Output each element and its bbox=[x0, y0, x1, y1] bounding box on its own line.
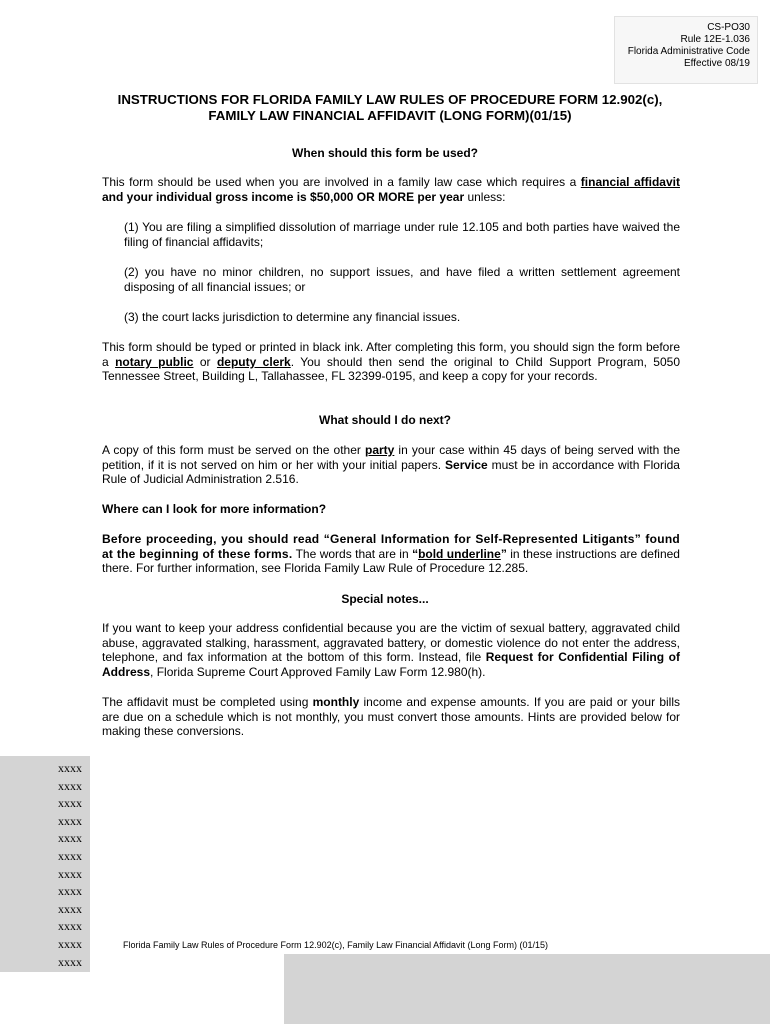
redacted-item: xxxx bbox=[58, 831, 82, 846]
form-id-box bbox=[614, 16, 758, 84]
form-code: CS-PO30 bbox=[707, 22, 750, 33]
admin-code: Florida Administrative Code bbox=[627, 46, 750, 57]
service-paragraph bbox=[102, 443, 680, 487]
exception-item-1: (1) You are filing a simplified dissolution of marriage under rule 12.105 and both parties have waived the filing of financial affidavits; bbox=[124, 220, 680, 249]
info-paragraph bbox=[102, 532, 680, 576]
request-confidential-filing: Request for Confidential Filing of Address bbox=[102, 650, 680, 679]
or-text: or bbox=[193, 354, 217, 369]
document-title bbox=[70, 92, 710, 123]
intro-text: This form should be used when you are involved in a family law case which requires a bbox=[102, 175, 581, 189]
income-threshold: and your individual gross income is $50,000 OR MORE per year bbox=[102, 189, 465, 204]
signing-paragraph bbox=[102, 340, 680, 384]
intro-paragraph bbox=[102, 175, 680, 204]
service-text-a: A copy of this form must be served on the other bbox=[102, 443, 365, 457]
notary-public-term: notary public bbox=[115, 354, 194, 369]
monthly-text-a: The affidavit must be completed using bbox=[102, 695, 313, 709]
section-heading-when: When should this form be used? bbox=[292, 146, 478, 160]
rule-number: Rule 12E-1.036 bbox=[680, 34, 750, 45]
mailing-text: . You should then send the original to Child Support Program, 5050 Tennessee Street, Building L, Tallahassee, FL 32399-0195, and keep a copy for your records. bbox=[102, 354, 680, 384]
service-text-b: in your case within 45 days of being served with the petition, if it is not served on him or her with your initial papers. bbox=[102, 443, 680, 472]
exception-item-2: (2) you have no minor children, no support issues, and have filed a written settlement agreement disposing of all financial issues; or bbox=[124, 265, 680, 294]
exception-item-3: (3) the court lacks jurisdiction to determine any financial issues. bbox=[124, 310, 461, 324]
redacted-item: xxxx bbox=[58, 866, 82, 881]
intro-unless: unless: bbox=[464, 189, 506, 204]
redacted-item: xxxx bbox=[58, 954, 82, 969]
redacted-item: xxxx bbox=[58, 901, 82, 916]
service-term: Service bbox=[445, 457, 488, 472]
financial-affidavit-term: financial affidavit bbox=[580, 175, 680, 189]
close-quote: ” bbox=[500, 546, 507, 561]
confidential-text-b: , Florida Supreme Court Approved Family Law Form 12.980(h). bbox=[150, 664, 486, 679]
general-info-notice: Before proceeding, you should read “General Information for Self-Represented Litigants” found at the beginning of these forms. bbox=[102, 532, 680, 561]
section-heading-next: What should I do next? bbox=[319, 413, 451, 427]
redacted-item: xxxx bbox=[58, 813, 82, 828]
monthly-paragraph bbox=[102, 695, 680, 739]
section-heading-special: Special notes... bbox=[341, 592, 429, 606]
redacted-item: xxxx bbox=[58, 778, 82, 793]
title-line-2: FAMILY LAW FINANCIAL AFFIDAVIT (LONG FORM)(01/15) bbox=[208, 107, 572, 123]
redaction-block-bottom bbox=[284, 954, 770, 1024]
redacted-item: xxxx bbox=[58, 919, 82, 934]
service-text-c: must be in accordance with Florida Rule of Judicial Administration 2.516. bbox=[102, 457, 680, 487]
signing-text: This form should be typed or printed in black ink. After completing this form, you should sign the form before a bbox=[102, 340, 680, 369]
section-heading-info: Where can I look for more information? bbox=[102, 502, 327, 516]
redacted-item: xxxx bbox=[58, 936, 82, 951]
info-text-b: in these instructions are defined there. For further information, see Florida Family Law Rule of Procedure 12.285. bbox=[102, 546, 680, 576]
redacted-item: xxxx bbox=[58, 796, 82, 811]
party-term: party bbox=[364, 443, 395, 457]
page-footer: Florida Family Law Rules of Procedure Form 12.902(c), Family Law Financial Affidavit (Long Form) (01/15) bbox=[123, 940, 548, 950]
monthly-term: monthly bbox=[312, 695, 360, 709]
title-line-1: INSTRUCTIONS FOR FLORIDA FAMILY LAW RULES OF PROCEDURE FORM 12.902(c), bbox=[117, 92, 663, 107]
monthly-text-b: income and expense amounts. If you are paid or your bills are due on a schedule which is not monthly, you must convert those amounts. Hints are provided below for making these conversions. bbox=[102, 695, 680, 739]
confidential-paragraph bbox=[102, 621, 680, 679]
redacted-item: xxxx bbox=[58, 884, 82, 899]
bold-underline-term: bold underline bbox=[418, 546, 501, 561]
redacted-list bbox=[58, 760, 82, 971]
deputy-clerk-term: deputy clerk bbox=[216, 354, 291, 369]
confidential-text-a: If you want to keep your address confidential because you are the victim of sexual battery, aggravated child abuse, aggravated stalking, harassment, aggravated battery, or domestic violence do not enter the address, telephone, and fax information at the bottom of this form. Instead, file bbox=[102, 621, 680, 665]
redacted-item: xxxx bbox=[58, 848, 82, 863]
redacted-item: xxxx bbox=[58, 761, 82, 775]
effective-date: Effective 08/19 bbox=[684, 58, 750, 69]
open-quote: “ bbox=[412, 546, 419, 561]
info-text-a: The words that are in bbox=[292, 546, 413, 561]
